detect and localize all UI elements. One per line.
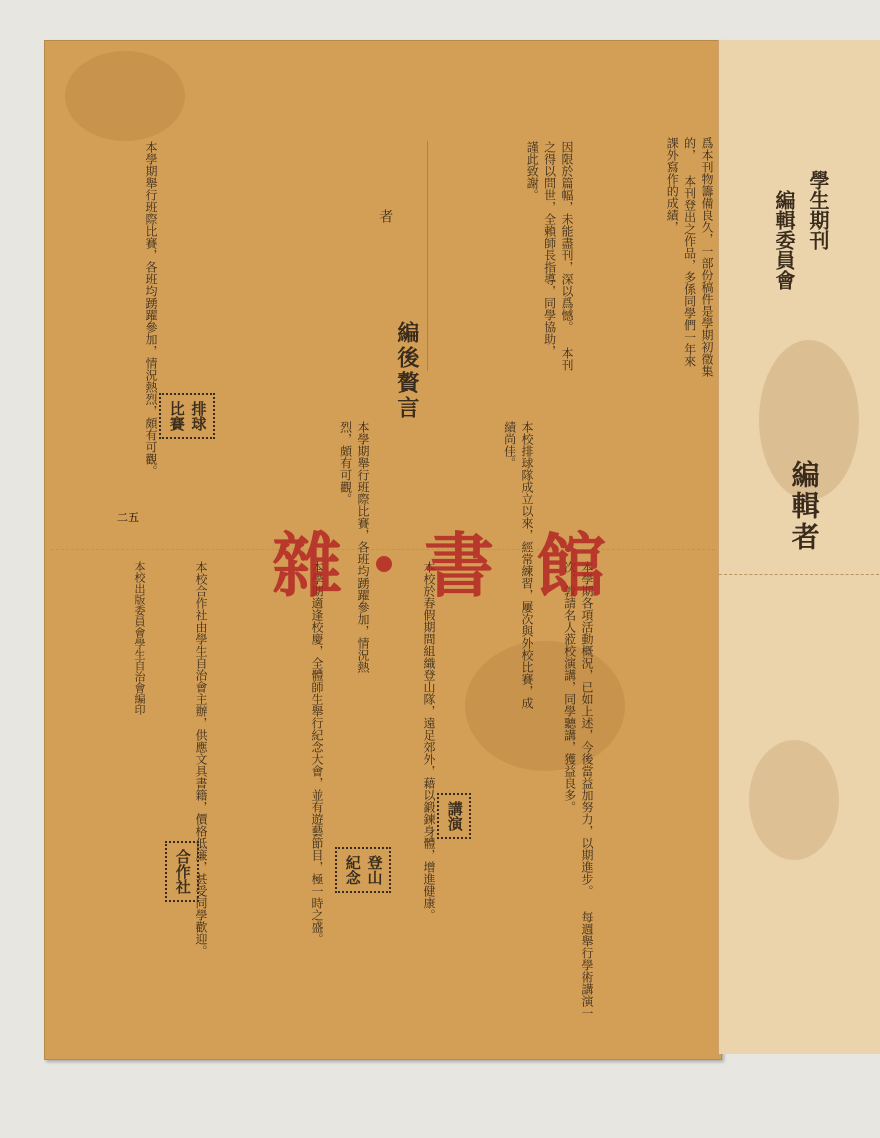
watermark-char: 雜 <box>272 524 342 607</box>
section-divider <box>51 549 715 550</box>
right-page-title: 編輯者 <box>787 460 821 553</box>
section-label: 排球 <box>189 401 208 431</box>
lower-section-text <box>445 561 595 1021</box>
section-label: 紀念 <box>343 855 362 885</box>
committee-word: 期刊 <box>806 210 830 250</box>
column-divider <box>427 141 428 371</box>
paper-stain <box>749 740 839 860</box>
section-label-box <box>437 793 471 839</box>
editor-note-column <box>581 137 715 377</box>
editor-note-line: 爲本刊物籌備良久，一部份稿件是學期初徵集的， <box>682 137 714 377</box>
section-text: 本學期適逢校慶，全體師生舉行紀念大會，並有遊藝節目，極一時之盛。 <box>310 561 324 945</box>
watermark-char: 書 <box>424 524 494 607</box>
page-divider <box>719 574 879 575</box>
editor-note-column <box>435 141 575 381</box>
section-text: 本校於春假期間組織登山隊，遠足郊外，藉以鍛鍊身體，增進健康。 <box>422 561 436 921</box>
footer-imprint: 本校出版委員會學生自治會編印 <box>133 561 146 715</box>
page-number: 二五 <box>117 511 139 524</box>
right-page <box>718 40 880 1054</box>
section-label: 登山 <box>365 855 384 885</box>
committee-word: 學生 <box>806 170 830 210</box>
section-label-box <box>335 847 391 893</box>
paper-stain <box>65 51 185 141</box>
committee-word: 會 <box>772 270 796 290</box>
section-text: 本校排球隊成立以來，經常練習，屢次與外校比賽，成績尚佳。 <box>502 421 534 709</box>
committee-word: 編輯 <box>772 190 796 230</box>
author-label: 者 <box>377 209 394 223</box>
section-text: 本校合作社由學生自治會主辦，供應文具書籍，價格低廉，甚受同學歡迎。 <box>194 561 208 957</box>
lower-section-text <box>327 561 437 1001</box>
section-label-box <box>159 393 215 439</box>
section-label: 合作社 <box>173 849 192 894</box>
section-label: 講演 <box>445 801 464 831</box>
section-text: 本學期舉行班際比賽，各班均踴躍參加，情況熱烈，頗有可觀。 <box>144 141 158 477</box>
committee-line <box>803 170 832 250</box>
section-text: 每週舉行學術講演一次，敦請名人蒞校演講，同學聽講，獲益良多。 <box>562 561 594 1019</box>
postscript-heading: 編後贅言 <box>393 321 420 421</box>
editor-note-line: 謹此致謝。 <box>525 141 540 201</box>
editor-note-line: 本刊之得以問世，全賴師長指導，同學協助， <box>542 141 574 371</box>
committee-word: 委員 <box>772 230 796 270</box>
committee-line <box>769 190 798 290</box>
watermark-dot <box>376 556 392 572</box>
editor-note-line: 本刊登出之作品，多係同學們一年來課外寫作的成績， <box>665 137 697 367</box>
section-text: 本學期舉行班際比賽，各班均踴躍參加，情況熱烈，頗有可觀。 <box>338 421 370 673</box>
section-label: 比賽 <box>167 401 186 431</box>
left-page <box>44 40 722 1060</box>
editor-note-line: 因限於篇幅，未能盡刊，深以爲憾。 <box>560 141 574 333</box>
section-text: 本學期各項活動概況，已如上述，今後當益加努力，以期進步。 <box>580 561 594 897</box>
lower-section-text <box>215 561 325 1001</box>
watermark-char: 館 <box>536 524 606 607</box>
upper-section-text <box>59 141 159 531</box>
